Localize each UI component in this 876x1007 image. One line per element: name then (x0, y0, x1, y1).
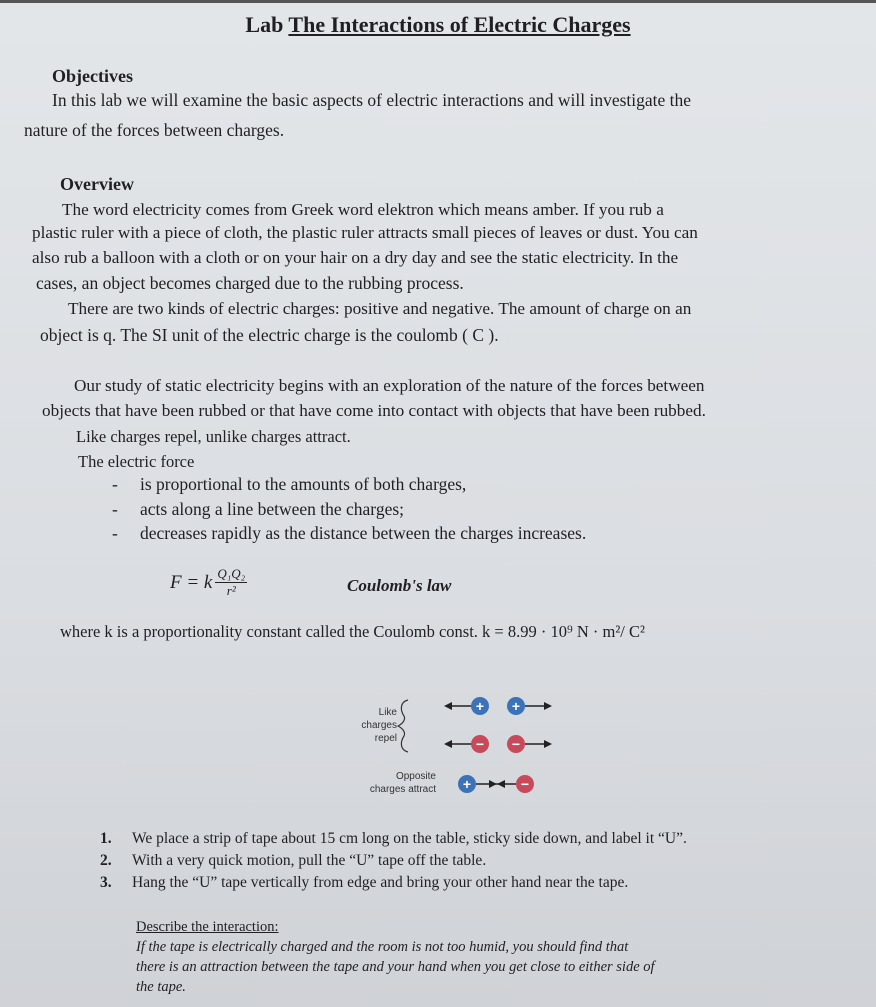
step-number: 3. (100, 874, 112, 891)
overview-line-6: object is q. The SI unit of the electric charge is the coulomb ( C ). (40, 325, 499, 345)
arrowhead-icon (544, 740, 552, 748)
coulomb-law-label: Coulomb's law (347, 576, 452, 595)
step-text: Hang the “U” tape vertically from edge and bring your other hand near the tape. (132, 874, 629, 891)
arrowhead-icon (497, 780, 505, 788)
list-item: - decreases rapidly as the distance between the charges increases. (112, 521, 586, 546)
like-label-1: Like (378, 707, 397, 718)
list-item (100, 872, 687, 894)
opposite-label-2: charges attract (369, 784, 436, 795)
minus-sign: − (475, 736, 485, 752)
describe-line-1: If the tape is electrically charged and the room is not too humid, you should find that (136, 939, 629, 955)
step-text: With a very quick motion, pull the “U” tape off the table. (132, 852, 487, 869)
describe-section (136, 917, 816, 997)
formula-numerator: Q₁Q₂ (217, 566, 246, 581)
study-line-3: Like charges repel, unlike charges attract. (76, 427, 351, 446)
list-item (100, 850, 687, 872)
list-item (100, 828, 687, 850)
arrowhead-icon (444, 702, 452, 710)
overview-line-2: plastic ruler with a piece of cloth, the plastic ruler attracts small pieces of leaves or dust. You can (32, 223, 698, 242)
objectives-line-1: In this lab we will examine the basic aspects of electric interactions and will investigate the (52, 90, 692, 110)
study-line-1: Our study of static electricity begins with an exploration of the nature of the forces between (74, 376, 705, 395)
coulomb-formula (170, 566, 247, 599)
overview-line-1: The word electricity comes from Greek word elektron which means amber. If you rub a (62, 200, 664, 219)
objectives-line-2: nature of the forces between charges. (24, 120, 285, 140)
coulomb-constant-line: where k is a proportionality constant called the Coulomb const. k = 8.99 · 10⁹ N · m²/ C² (60, 622, 645, 641)
list-item: - acts along a line between the charges; (112, 497, 586, 522)
arrowhead-icon (489, 780, 497, 788)
step-text: We place a strip of tape about 15 cm long on the table, sticky side down, and label it “U”. (132, 830, 687, 847)
describe-line-3: the tape. (136, 979, 186, 995)
arrowhead-icon (544, 702, 552, 710)
overview-line-5: There are two kinds of electric charges: positive and negative. The amount of charge on an (68, 299, 692, 318)
title-main: The Interactions of Electric Charges (288, 12, 631, 37)
plus-sign: + (511, 698, 521, 714)
like-label-3: repel (374, 733, 397, 744)
arrowhead-icon (444, 740, 452, 748)
overview-line-4: cases, an object becomes charged due to the rubbing process. (36, 273, 464, 293)
overview-heading: Overview (60, 174, 134, 194)
plus-sign: + (462, 776, 472, 792)
procedure-steps (100, 828, 687, 894)
electric-force-list (112, 472, 586, 546)
charges-diagram (340, 688, 580, 798)
formula-fraction (215, 566, 247, 599)
plus-sign: + (475, 698, 485, 714)
step-number: 2. (100, 852, 112, 869)
step-number: 1. (100, 830, 112, 847)
study-line-4: The electric force (78, 452, 195, 471)
page-title (0, 12, 876, 38)
minus-sign: − (511, 736, 521, 752)
objectives-heading: Objectives (52, 66, 133, 86)
brace-icon (398, 700, 408, 752)
top-border (0, 0, 876, 3)
formula-denominator: r² (226, 583, 236, 598)
formula-lhs: F = k (170, 571, 213, 593)
describe-heading: Describe the interaction: (136, 919, 279, 935)
opposite-label-1: Opposite (395, 771, 436, 782)
title-prefix: Lab (245, 12, 289, 37)
list-item: - is proportional to the amounts of both charges, (112, 472, 586, 497)
overview-line-3: also rub a balloon with a cloth or on your hair on a dry day and see the static electricity. In the (32, 248, 679, 267)
describe-line-2: there is an attraction between the tape and your hand when you get close to either side of (136, 959, 655, 975)
minus-sign: − (520, 776, 530, 792)
like-label-2: charges (361, 720, 397, 731)
study-line-2: objects that have been rubbed or that have come into contact with objects that have been rubbed. (42, 401, 706, 420)
